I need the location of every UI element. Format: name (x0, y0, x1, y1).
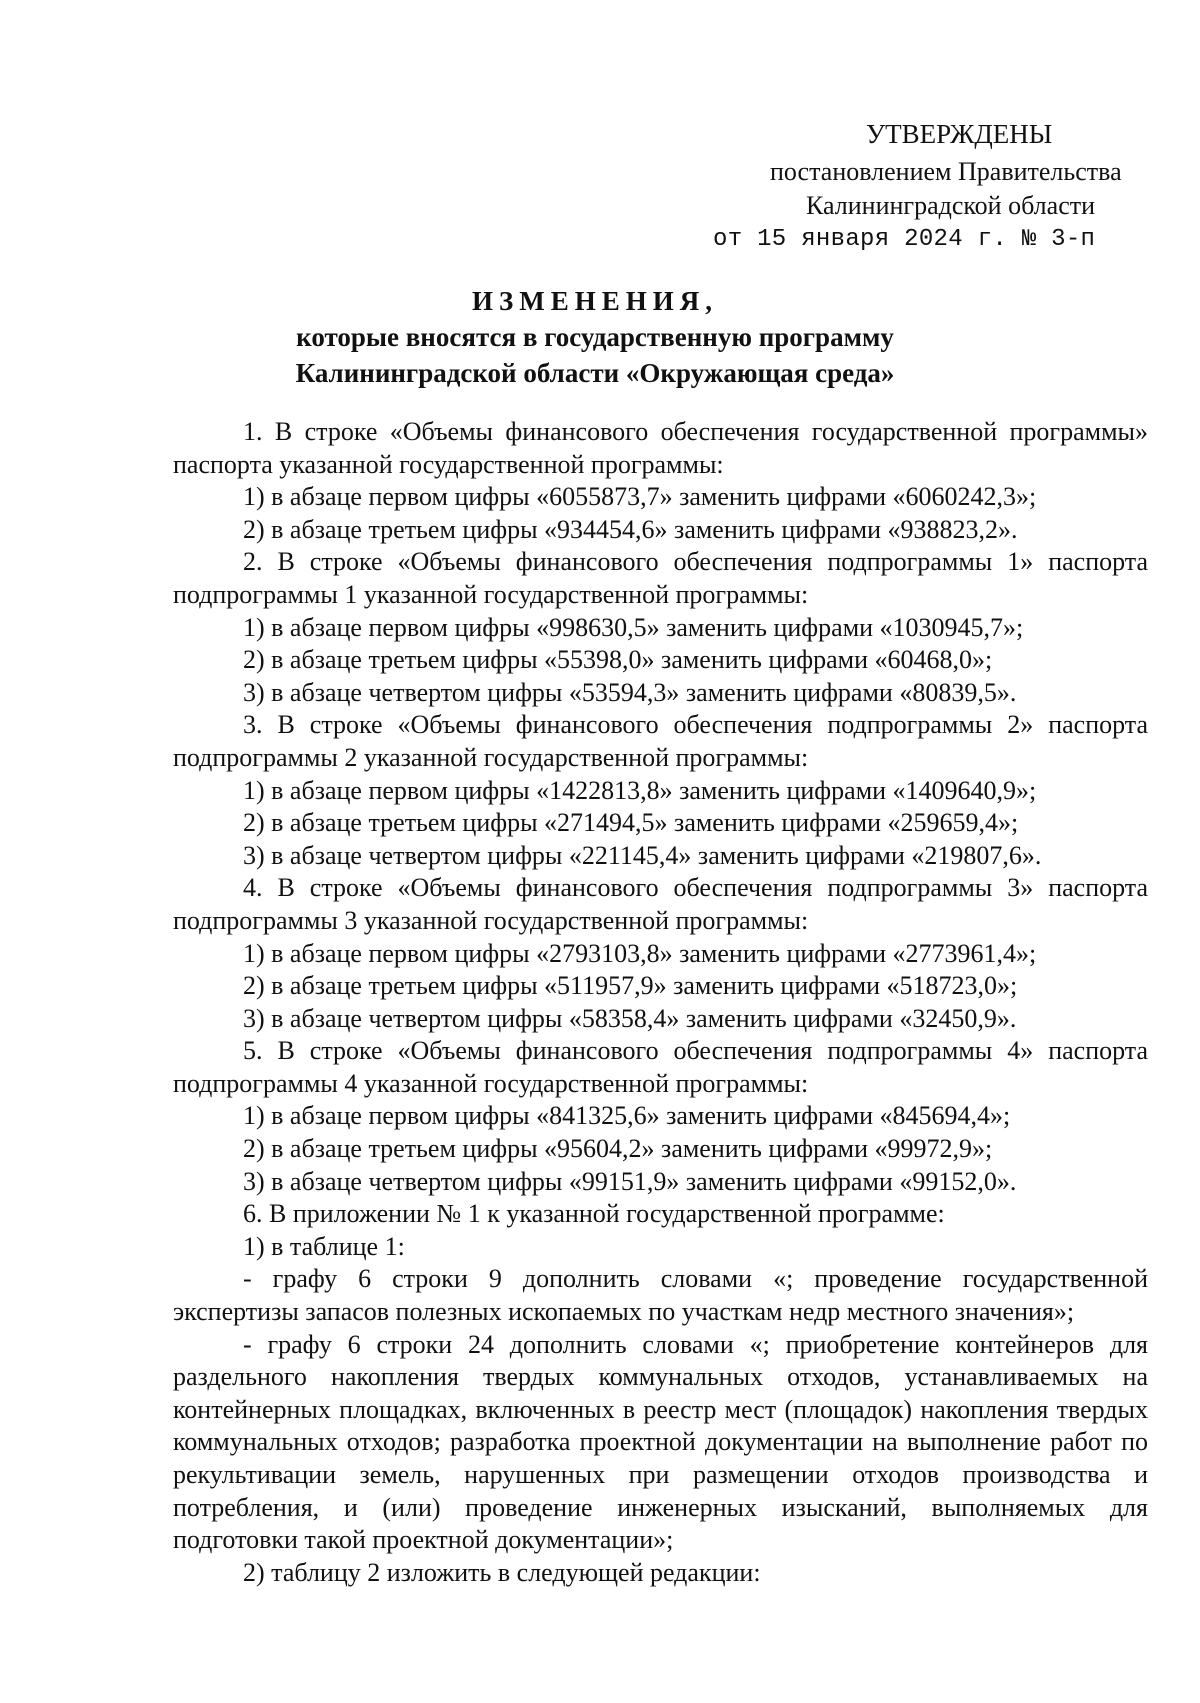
paragraph: 1) в абзаце первом цифры «998630,5» заменить цифрами «1030945,7»; (243, 612, 1024, 642)
paragraph: 2) в абзаце третьем цифры «934454,6» заменить цифрами «938823,2». (243, 514, 1018, 544)
paragraph: 2) таблицу 2 изложить в следующей редакции: (243, 1557, 761, 1587)
paragraph: 2) в абзаце третьем цифры «271494,5» заменить цифрами «259659,4»; (243, 808, 1019, 838)
heading-subtitle-line2: Калининградской области «Окружающая среда» (295, 358, 895, 388)
paragraph: 1) в абзаце первом цифры «1422813,8» заменить цифрами «1409640,9»; (243, 775, 1037, 805)
paragraph: 1) в абзаце первом цифры «2793103,8» заменить цифрами «2773961,4»; (243, 938, 1037, 968)
paragraph: - графу 6 строки 9 дополнить словами «; проведение государственной экспертизы запасов полезных ископаемых по участкам недр местного значения»; (173, 1264, 1148, 1327)
paragraph: - графу 6 строки 24 дополнить словами «; приобретение контейнеров для раздельного накопления твердых коммунальных отходов, устанавливаемых на контейнерных площадках, включенных в реестр мест (площадок) накопления твердых коммунальных отходов; разработка проектной документации на выполнение работ по рекультивации земель, нарушенных при размещении отходов производства и потребления, и (или) проведение инженерных изысканий, выполняемых для подготовки такой проектной документации»; (173, 1329, 1148, 1555)
paragraph: 3) в абзаце четвертом цифры «99151,9» заменить цифрами «99152,0». (243, 1166, 1017, 1196)
document-body (173, 416, 1148, 1589)
paragraph: 2) в абзаце третьем цифры «55398,0» заменить цифрами «60468,0»; (243, 645, 993, 675)
approval-issuer: постановлением Правительства (770, 157, 1122, 186)
paragraph: 1) в абзаце первом цифры «841325,6» заменить цифрами «845694,4»; (243, 1101, 1011, 1131)
paragraph: 4. В строке «Объемы финансового обеспечения подпрограммы 3» паспорта подпрограммы 3 указанной государственной программы: (173, 873, 1148, 935)
paragraph: 3) в абзаце четвертом цифры «58358,4» заменить цифрами «32450,9». (243, 1003, 1017, 1033)
approval-title: УТВЕРЖДЕНЫ (866, 119, 1053, 149)
paragraph: 1. В строке «Объемы финансового обеспечения государственной программы» паспорта указанной государственной программы: (173, 417, 1148, 479)
approval-date-number: от 15 января 2024 г. № 3-п (713, 226, 1096, 253)
approval-region: Калининградской области (806, 191, 1096, 220)
paragraph: 5. В строке «Объемы финансового обеспечения подпрограммы 4» паспорта подпрограммы 4 указанной государственной программы: (173, 1036, 1148, 1098)
paragraph: 1) в абзаце первом цифры «6055873,7» заменить цифрами «6060242,3»; (243, 482, 1037, 512)
document-heading (170, 283, 1020, 391)
paragraph: 2) в абзаце третьем цифры «511957,9» заменить цифрами «518723,0»; (243, 971, 1018, 1001)
paragraph: 1) в таблице 1: (243, 1231, 405, 1261)
paragraph: 3) в абзаце четвертом цифры «221145,4» заменить цифрами «219807,6». (243, 840, 1042, 870)
paragraph: 3. В строке «Объемы финансового обеспечения подпрограммы 2» паспорта подпрограммы 2 указанной государственной программы: (173, 710, 1148, 772)
heading-title: ИЗМЕНЕНИЯ, (471, 286, 718, 316)
paragraph: 2. В строке «Объемы финансового обеспечения подпрограммы 1» паспорта подпрограммы 1 указанной государственной программы: (173, 547, 1148, 609)
paragraph: 2) в абзаце третьем цифры «95604,2» заменить цифрами «99972,9»; (243, 1134, 993, 1164)
paragraph: 3) в абзаце четвертом цифры «53594,3» заменить цифрами «80839,5». (243, 677, 1017, 707)
heading-subtitle-line1: которые вносятся в государственную программу (296, 322, 894, 352)
paragraph: 6. В приложении № 1 к указанной государственной программе: (243, 1199, 945, 1229)
